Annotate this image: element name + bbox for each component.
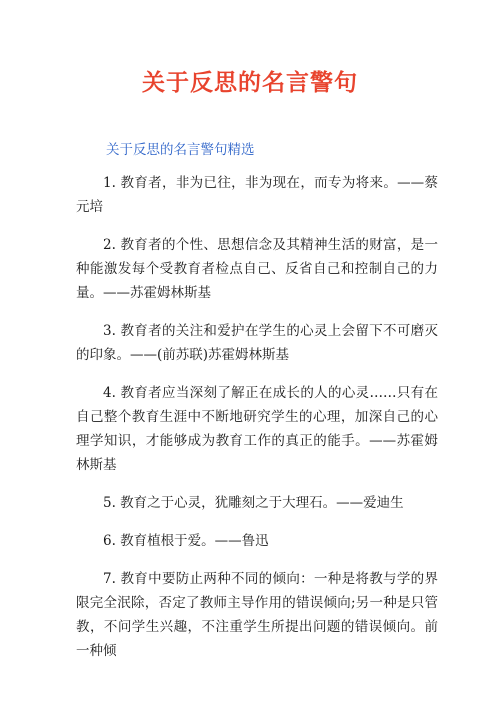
quote-paragraph-4: 4. 教育者应当深刻了解正在成长的人的心灵……只有在自己整个教育生涯中不断地研究学生的心理，加深自己的心理学知识，才能够成为教育工作的真正的能手。——苏霍姆林斯基	[76, 385, 438, 473]
quote-paragraph-2: 2. 教育者的个性、思想信念及其精神生活的财富，是一种能激发每个受教育者检点自己、反省自己和控制自己的力量。——苏霍姆林斯基	[76, 237, 438, 301]
quote-paragraph-3: 3. 教育者的关注和爱护在学生的心灵上会留下不可磨灭的印象。——(前苏联)苏霍姆林斯基	[76, 323, 438, 363]
section-subtitle: 关于反思的名言警句精选	[106, 142, 255, 158]
quote-paragraph-1: 1. 教育者，非为已往，非为现在，而专为将来。——蔡元培	[76, 175, 438, 215]
page-title: 关于反思的名言警句	[142, 70, 358, 96]
quote-paragraph-7: 7. 教育中要防止两种不同的倾向：一种是将教与学的界限完全泯除，否定了教师主导作用的错误倾向;另一种是只管教，不问学生兴趣，不注重学生所提出问题的错误倾向。前一种倾	[76, 571, 438, 659]
quote-list	[76, 171, 438, 677]
quote-paragraph-6: 6. 教育植根于爱。——鲁迅	[103, 533, 269, 549]
quote-paragraph-5: 5. 教育之于心灵，犹雕刻之于大理石。——爱迪生	[103, 495, 404, 511]
